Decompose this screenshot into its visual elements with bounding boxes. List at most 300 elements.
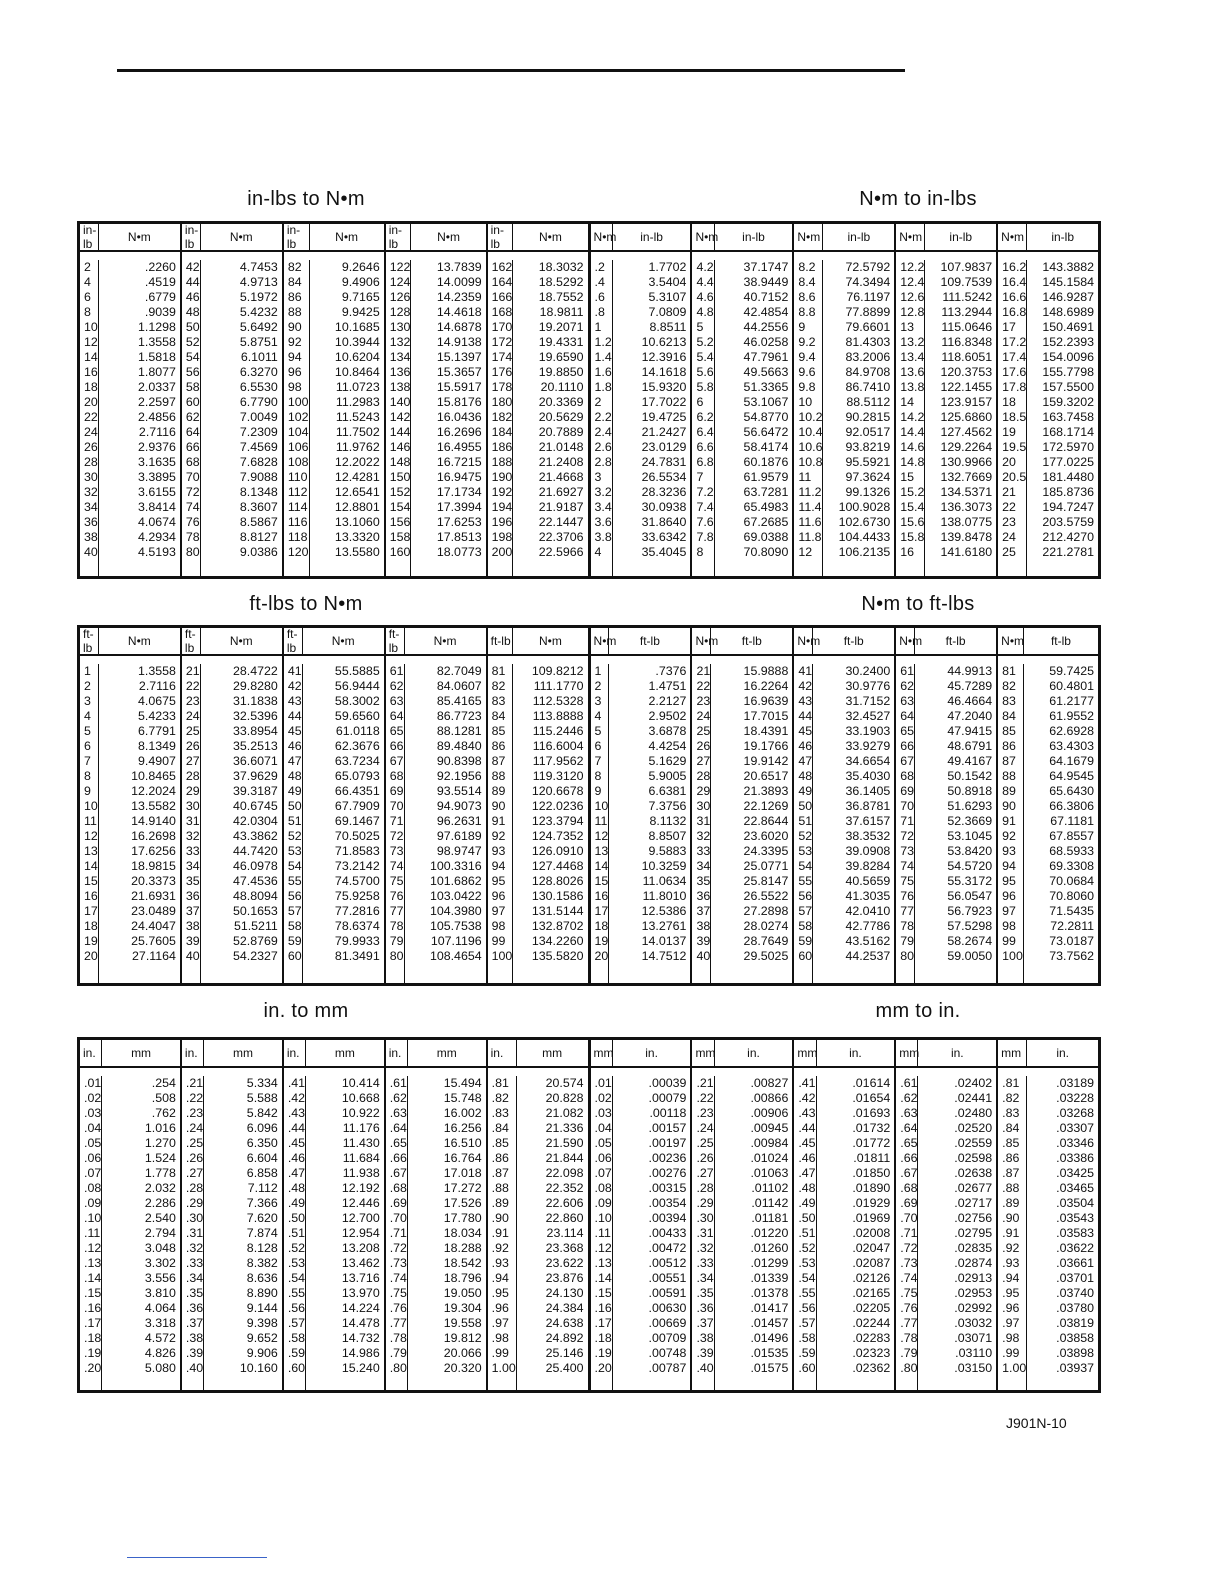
converted-value: 43.5162 (845, 934, 891, 948)
converted-value: 24.130 (545, 1286, 584, 1300)
source-value: 65 (900, 724, 915, 738)
title-inlb-to-nm: in-lbs to N•m (247, 188, 365, 210)
source-value: .41 (287, 1076, 306, 1090)
source-value: 24 (696, 709, 711, 723)
column-group (690, 224, 792, 576)
source-value: .52 (287, 1241, 306, 1255)
converted-value: 51.3365 (743, 380, 789, 394)
source-value: .18 (594, 1331, 612, 1345)
source-value: 156 (389, 515, 411, 529)
source-value: 28 (185, 769, 200, 783)
converted-value: 116.6004 (532, 739, 584, 753)
converted-value: 21.9187 (538, 500, 584, 514)
converted-value: .02677 (954, 1181, 993, 1195)
converted-value: 17.780 (443, 1211, 482, 1225)
converted-value: 73.7562 (1049, 949, 1095, 963)
source-value: 95 (491, 874, 506, 888)
source-value: 5.6 (696, 365, 714, 379)
converted-value: 172.5970 (1042, 440, 1095, 454)
source-value: .82 (491, 1091, 509, 1105)
source-value: 6.4 (696, 425, 714, 439)
source-value: .30 (696, 1211, 714, 1225)
converted-value: .00079 (648, 1091, 687, 1105)
converted-value: 24.638 (545, 1316, 584, 1330)
column-header (591, 628, 691, 656)
converted-value: .00472 (648, 1241, 687, 1255)
converted-value: 6.604 (246, 1151, 278, 1165)
source-value: .27 (185, 1166, 204, 1180)
source-value: .97 (491, 1316, 509, 1330)
converted-value: 5.080 (144, 1361, 176, 1375)
converted-value: 14.6878 (436, 320, 482, 334)
converted-value: .03228 (1056, 1091, 1095, 1105)
converted-value: 54.5720 (947, 859, 993, 873)
source-value: 44 (287, 709, 302, 723)
converted-values-column (204, 1076, 282, 1390)
source-value: .74 (389, 1271, 407, 1285)
converted-value: 8.8507 (648, 829, 687, 843)
source-value: 17 (1002, 320, 1016, 334)
converted-value: .7376 (655, 664, 687, 678)
converted-value: 13.5580 (334, 545, 380, 559)
converted-value: 44.2556 (743, 320, 789, 334)
converted-value: 35.2513 (233, 739, 278, 753)
header-unit-to: N•m (538, 634, 562, 648)
source-values-column (794, 1076, 816, 1390)
source-value: 6 (84, 739, 91, 753)
converted-value: 38.3532 (845, 829, 891, 843)
converted-value: 25.8147 (743, 874, 789, 888)
converted-values-column (405, 664, 486, 983)
converted-value: 67.2685 (743, 515, 789, 529)
source-value: 17.2 (1002, 335, 1027, 349)
source-value: 45 (798, 724, 813, 738)
converted-values-column (613, 1076, 691, 1390)
source-value: .39 (696, 1346, 714, 1360)
header-unit-from: ft-lb (284, 628, 303, 654)
table-in-mm (77, 1037, 1101, 1393)
header-unit-to: in-lb (640, 230, 663, 244)
converted-value: 24.3395 (743, 844, 789, 858)
source-value: 46 (185, 290, 200, 304)
converted-value: 11.5243 (335, 410, 380, 424)
converted-value: 12.4281 (334, 470, 380, 484)
source-value: 10.4 (798, 425, 823, 439)
column-header (896, 628, 996, 656)
column-group (588, 628, 691, 983)
source-value: .35 (185, 1286, 204, 1300)
source-value: 63 (389, 694, 404, 708)
converted-value: 3.1635 (138, 455, 176, 469)
source-value: 93 (1002, 844, 1016, 858)
header-unit-to: N•m (433, 634, 457, 648)
converted-value: 74.5700 (334, 874, 380, 888)
converted-value: 177.0225 (1042, 455, 1095, 469)
source-value: 13 (900, 320, 915, 334)
source-value: 1 (594, 320, 602, 334)
converted-value: 16.9475 (436, 470, 482, 484)
source-value: 42 (287, 679, 302, 693)
converted-value: .03819 (1056, 1316, 1095, 1330)
converted-value: 23.622 (545, 1256, 584, 1270)
source-value: 12 (594, 829, 609, 843)
source-value: 11.8 (798, 530, 822, 544)
column-group (80, 224, 180, 576)
converted-value: 62.3676 (334, 739, 380, 753)
source-value: 47 (287, 754, 302, 768)
converted-value: 61.9552 (1049, 709, 1095, 723)
converted-value: 10.668 (341, 1091, 380, 1105)
converted-value: 109.7539 (940, 275, 993, 289)
source-value: 8 (84, 769, 91, 783)
converted-value: 9.7165 (341, 290, 380, 304)
converted-value: 12.8801 (334, 500, 380, 514)
source-value: 20 (1002, 455, 1016, 469)
converted-value: .03425 (1056, 1166, 1095, 1180)
converted-value: 70.8060 (1049, 889, 1095, 903)
converted-value: .01142 (751, 1196, 789, 1210)
converted-value: 45.7289 (947, 679, 993, 693)
source-value: 52 (798, 829, 813, 843)
converted-values-column (823, 260, 894, 576)
source-value: 132 (389, 335, 411, 349)
converted-value: .03386 (1056, 1151, 1095, 1165)
source-value: .53 (287, 1256, 306, 1270)
source-value: 72 (389, 829, 404, 843)
converted-value: 21.4668 (538, 470, 584, 484)
source-value: 49 (798, 784, 813, 798)
source-value: .52 (798, 1241, 816, 1255)
converted-value: 77.2816 (334, 904, 380, 918)
converted-value: .01614 (852, 1076, 891, 1090)
converted-value: 118.6051 (941, 350, 993, 364)
source-value: 38 (84, 530, 98, 544)
source-value: 84 (491, 709, 506, 723)
converted-value: 13.3320 (334, 530, 380, 544)
source-value: 10.2 (798, 410, 823, 424)
header-unit-from: in-lb (488, 224, 514, 250)
converted-value: 65.6430 (1049, 784, 1095, 798)
converted-value: .00591 (648, 1286, 687, 1300)
source-value: 62 (389, 679, 404, 693)
converted-values-column (99, 664, 180, 983)
converted-value: 27.2898 (743, 904, 789, 918)
converted-value: 9.4906 (341, 275, 380, 289)
converted-value: .00236 (648, 1151, 687, 1165)
source-value: 33 (185, 844, 200, 858)
converted-value: 50.1653 (233, 904, 278, 918)
converted-value: 83.2006 (845, 350, 891, 364)
converted-value: 13.716 (341, 1271, 380, 1285)
source-value: 25 (185, 724, 200, 738)
source-value: 22 (1002, 500, 1016, 514)
converted-value: 4.5193 (138, 545, 176, 559)
column-group (282, 628, 384, 983)
converted-value: 10.6204 (334, 350, 380, 364)
source-value: .53 (798, 1256, 816, 1270)
converted-value: .762 (151, 1106, 176, 1120)
source-value: 9 (84, 784, 91, 798)
source-value: 14.8 (900, 455, 925, 469)
converted-value: 21.590 (545, 1136, 584, 1150)
converted-value: 39.0908 (845, 844, 891, 858)
source-value: .22 (696, 1091, 714, 1105)
converted-value: 8.382 (246, 1256, 278, 1270)
column-group (384, 628, 486, 983)
source-value: 2.2 (594, 410, 612, 424)
source-value: 10.8 (798, 455, 823, 469)
column-header (284, 628, 384, 656)
source-value: 98 (491, 919, 506, 933)
column-group (894, 1040, 996, 1390)
column-header (591, 1040, 691, 1068)
column-header (182, 224, 282, 252)
column-group (792, 628, 894, 983)
converted-value: 29.5025 (743, 949, 789, 963)
converted-value: 109.8212 (531, 664, 584, 678)
converted-value: 25.0771 (743, 859, 789, 873)
converted-value: 25.146 (545, 1346, 584, 1360)
converted-value: 6.3270 (239, 365, 278, 379)
converted-value: .00354 (648, 1196, 687, 1210)
converted-value: .00709 (648, 1331, 687, 1345)
source-value: 61 (900, 664, 915, 678)
source-value: 12 (84, 335, 98, 349)
header-unit-to: in. (747, 1046, 760, 1060)
header-unit-to: in. (849, 1046, 862, 1060)
converted-value: 16.2696 (436, 425, 482, 439)
source-value: .85 (1002, 1136, 1020, 1150)
source-value: 35 (185, 874, 200, 888)
converted-value: 3.6878 (648, 724, 687, 738)
source-value: 140 (389, 395, 411, 409)
converted-value: 13.5582 (131, 799, 176, 813)
source-value: .43 (798, 1106, 816, 1120)
source-values-column (591, 664, 610, 983)
converted-value: 19.4331 (538, 335, 584, 349)
source-value: .27 (696, 1166, 714, 1180)
source-value: 5 (594, 724, 602, 738)
source-value: .24 (185, 1121, 204, 1135)
converted-value: 221.2781 (1042, 545, 1095, 559)
converted-value: 104.4433 (838, 530, 891, 544)
converted-value: 21.3893 (743, 784, 789, 798)
source-value: 35 (696, 874, 711, 888)
source-value: 15 (84, 874, 98, 888)
converted-value: .03622 (1056, 1241, 1095, 1255)
converted-value: 148.6989 (1042, 305, 1095, 319)
converted-value: 13.208 (341, 1241, 380, 1255)
header-unit-to: in. (950, 1046, 964, 1060)
header-unit-to: ft-lb (1050, 634, 1071, 648)
converted-value: 7.3756 (648, 799, 687, 813)
source-value: 67 (900, 754, 915, 768)
converted-value: 67.8557 (1049, 829, 1095, 843)
converted-value: .01378 (750, 1286, 789, 1300)
source-value: .45 (287, 1136, 306, 1150)
converted-value: 5.1629 (648, 754, 687, 768)
source-value: 42 (185, 260, 200, 274)
source-value: 75 (389, 874, 404, 888)
converted-value: 93.8219 (845, 440, 891, 454)
source-value: 3.6 (594, 515, 612, 529)
converted-value: 4.0675 (138, 694, 176, 708)
converted-value: 17.018 (443, 1166, 482, 1180)
converted-value: 4.4254 (648, 739, 687, 753)
source-value: 15 (900, 470, 915, 484)
converted-value: 5.9005 (648, 769, 687, 783)
converted-value: 14.1618 (641, 365, 687, 379)
converted-value: .00118 (649, 1106, 687, 1120)
converted-value: 1.5818 (138, 350, 176, 364)
source-value: 178 (491, 380, 513, 394)
converted-value: 94.9073 (436, 799, 482, 813)
source-value: .90 (491, 1211, 509, 1225)
table-inlb-nm (77, 221, 1101, 579)
source-value: 73 (900, 844, 915, 858)
source-value: 96 (1002, 889, 1016, 903)
source-value: .26 (696, 1151, 714, 1165)
bottom-rule (127, 1557, 267, 1558)
converted-value: 7.112 (247, 1181, 278, 1195)
source-value: 74 (900, 859, 915, 873)
converted-value: 12.2024 (131, 784, 176, 798)
converted-value: .00827 (750, 1076, 789, 1090)
converted-value: 57.5298 (947, 919, 993, 933)
source-value: .85 (491, 1136, 509, 1150)
source-value: .26 (185, 1151, 204, 1165)
source-value: 77 (900, 904, 915, 918)
source-value: 100 (1002, 949, 1023, 963)
source-value: .03 (594, 1106, 612, 1120)
source-value: 1.4 (594, 350, 612, 364)
source-values-column (386, 1076, 408, 1390)
source-value: .73 (900, 1256, 918, 1270)
source-value: 56 (287, 889, 302, 903)
header-unit-from: ft-lb (488, 628, 514, 654)
source-values-column (896, 1076, 918, 1390)
converted-value: .9039 (144, 305, 176, 319)
column-header (488, 224, 588, 252)
source-value: .02 (594, 1091, 612, 1105)
source-value: 16 (900, 545, 915, 559)
converted-value: 124.7352 (531, 829, 584, 843)
converted-value: 15.748 (443, 1091, 482, 1105)
converted-value: 113.8888 (532, 709, 584, 723)
source-value: .46 (287, 1151, 306, 1165)
header-unit-to: mm (542, 1046, 563, 1060)
converted-value: .00906 (750, 1106, 789, 1120)
converted-value: .03189 (1056, 1076, 1095, 1090)
converted-value: 1.7702 (648, 260, 687, 274)
column-header (284, 1040, 384, 1068)
column-header (488, 628, 588, 656)
converted-value: 132.8702 (531, 919, 584, 933)
source-value: 46 (798, 739, 813, 753)
converted-value: 20.828 (545, 1091, 584, 1105)
converted-value: 48.6791 (947, 739, 993, 753)
converted-value: 143.3882 (1042, 260, 1095, 274)
converted-value: 73.0187 (1049, 934, 1095, 948)
converted-values-column (613, 260, 691, 576)
converted-value: 12.700 (341, 1211, 380, 1225)
header-unit-from: ft-lb (182, 628, 201, 654)
source-value: 30 (696, 799, 711, 813)
converted-value: 28.7649 (743, 934, 789, 948)
source-value: 23 (696, 694, 711, 708)
source-value: 6.8 (696, 455, 714, 469)
converted-value: .02008 (852, 1226, 891, 1240)
converted-value: 11.2983 (335, 395, 380, 409)
converted-value: 116.8348 (941, 335, 993, 349)
source-value: 44 (798, 709, 813, 723)
converted-value: 19.050 (443, 1286, 482, 1300)
converted-value: 111.5242 (942, 290, 993, 304)
source-value: .12 (594, 1241, 612, 1255)
converted-value: 19.6590 (538, 350, 584, 364)
source-value: 10 (798, 395, 813, 409)
source-value: 11 (798, 470, 812, 484)
converted-value: 122.1455 (940, 380, 993, 394)
source-value: 5.2 (696, 335, 714, 349)
source-value: 2.4 (594, 425, 612, 439)
column-header (182, 628, 282, 656)
column-group (282, 224, 384, 576)
source-value: 99 (1002, 934, 1016, 948)
converted-value: 18.288 (443, 1241, 482, 1255)
source-value: 97 (491, 904, 506, 918)
source-value: 6.2 (696, 410, 714, 424)
source-value: 20 (594, 949, 609, 963)
source-value: .71 (900, 1226, 918, 1240)
source-value: .67 (900, 1166, 918, 1180)
source-value: .77 (900, 1316, 918, 1330)
source-value: 31 (696, 814, 711, 828)
source-value: 2 (84, 260, 91, 274)
converted-value: 8.1132 (649, 814, 687, 828)
source-value: .08 (594, 1181, 612, 1195)
converted-value: 14.9140 (131, 814, 176, 828)
converted-value: 18.4391 (743, 724, 789, 738)
source-value: 16.8 (1002, 305, 1027, 319)
converted-value: 67.7909 (334, 799, 380, 813)
source-value: 14 (84, 859, 98, 873)
source-value: 63 (900, 694, 915, 708)
converted-value: 100.3316 (429, 859, 482, 873)
converted-values-column (408, 1076, 486, 1390)
converted-value: 130.1586 (531, 889, 584, 903)
converted-values-column (813, 664, 894, 983)
converted-value: 8.1348 (239, 485, 278, 499)
source-value: .05 (84, 1136, 102, 1150)
converted-value: 19.4725 (641, 410, 687, 424)
source-value: 2 (594, 395, 602, 409)
source-value: .56 (798, 1301, 816, 1315)
source-value: .22 (185, 1091, 204, 1105)
source-value: 52 (287, 829, 302, 843)
source-value: .75 (900, 1286, 918, 1300)
converted-value: 6.7790 (239, 395, 278, 409)
converted-value: 15.5917 (436, 380, 482, 394)
converted-value: 29.8280 (233, 679, 278, 693)
converted-value: 28.3236 (641, 485, 687, 499)
source-value: .16 (84, 1301, 102, 1315)
source-value: 25 (1002, 545, 1016, 559)
source-value: 38 (185, 919, 200, 933)
source-value: 58 (798, 919, 813, 933)
source-value: 20 (84, 949, 98, 963)
converted-value: 59.0050 (947, 949, 993, 963)
